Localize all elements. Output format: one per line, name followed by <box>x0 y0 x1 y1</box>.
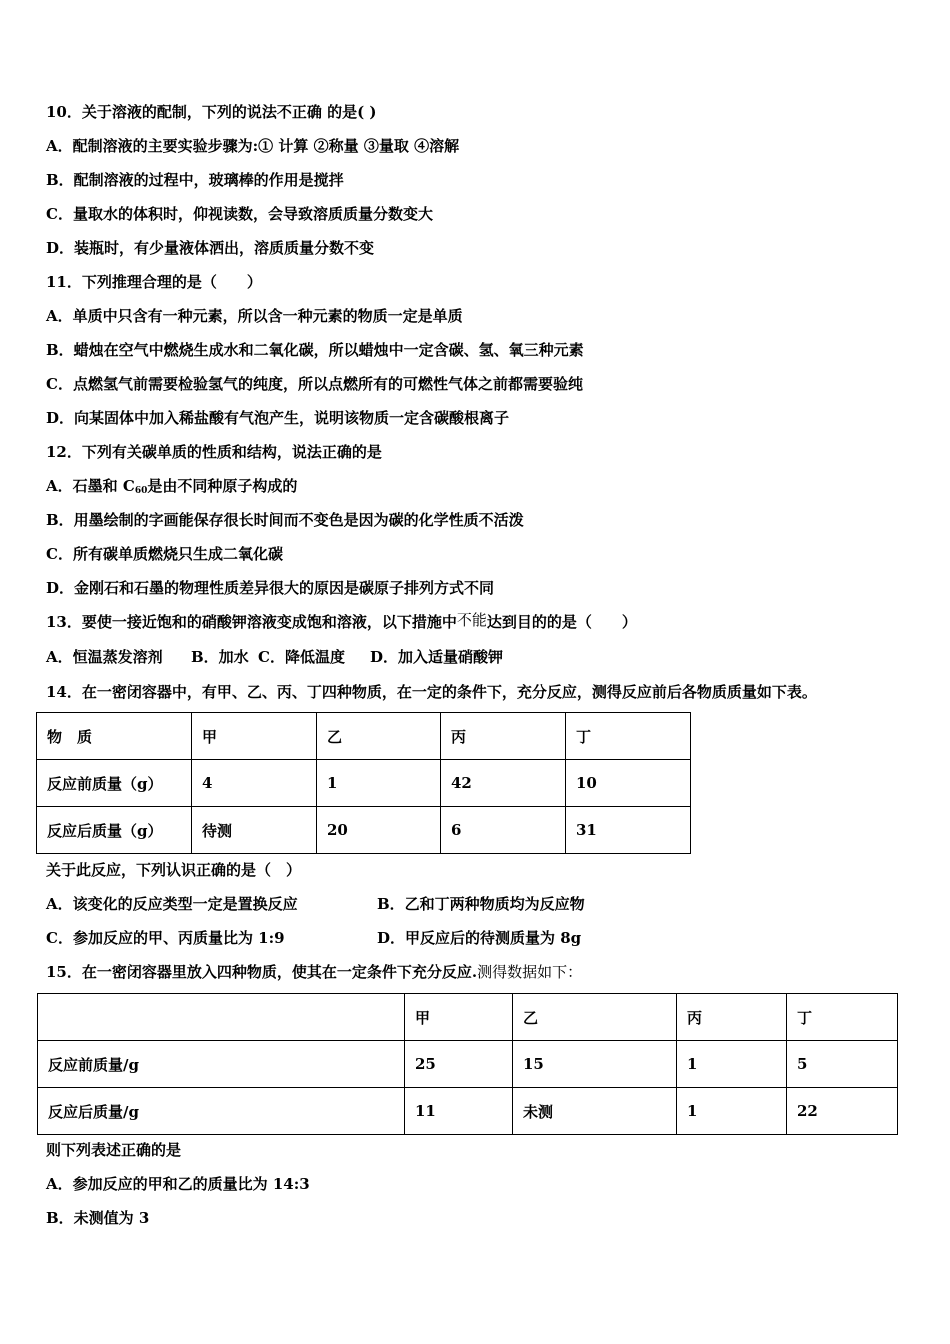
table-header-cell: 乙 <box>513 994 677 1041</box>
table-cell: 1 <box>677 1041 787 1088</box>
q11-stem: 11．下列推理合理的是（ ） <box>46 273 262 291</box>
q13-stem <box>46 612 637 632</box>
table-header-cell: 乙 <box>317 713 441 760</box>
q11-option-b: B．蜡烛在空气中燃烧生成水和二氧化碳，所以蜡烛中一定含碳、氢、氧三种元素 <box>46 341 584 359</box>
q11-option-a: A．单质中只含有一种元素，所以含一种元素的物质一定是单质 <box>46 307 463 325</box>
q15-stem <box>46 962 582 982</box>
q15-option-b: B．未测值为 3 <box>46 1209 150 1227</box>
table-header-cell <box>38 994 405 1041</box>
q13-option-a: A．恒温蒸发溶剂 <box>46 648 163 666</box>
q13-stem-post: 达到目的的是（ ） <box>486 613 637 631</box>
table-header-cell: 丙 <box>677 994 787 1041</box>
table-cell: 6 <box>441 807 566 854</box>
q14-options-row-2 <box>46 928 581 948</box>
table-header-cell: 甲 <box>405 994 513 1041</box>
table-row <box>37 807 691 854</box>
q13-stem-pre: 13．要使一接近饱和的硝酸钾溶液变成饱和溶液，以下措施中 <box>46 613 457 631</box>
table-row <box>38 1088 898 1135</box>
table-cell: 20 <box>317 807 441 854</box>
q15-option-a: A．参加反应的甲和乙的质量比为 14:3 <box>46 1175 310 1193</box>
q14-option-d: D．甲反应后的待测质量为 8g <box>377 929 582 947</box>
table-cell: 反应前质量/g <box>38 1041 405 1088</box>
q15-table <box>37 993 898 1135</box>
q14-prompt: 关于此反应，下列认识正确的是（ ） <box>46 861 302 879</box>
table-cell: 25 <box>405 1041 513 1088</box>
q13-options <box>46 647 503 667</box>
table-cell: 反应后质量（g） <box>37 807 192 854</box>
table-cell: 反应前质量（g） <box>37 760 192 807</box>
q10-option-a: A．配制溶液的主要实验步骤为:① 计算 ②称量 ③量取 ④溶解 <box>46 137 460 155</box>
table-cell: 31 <box>566 807 691 854</box>
q10-option-c: C．量取水的体积时，仰视读数，会导致溶质质量分数变大 <box>46 205 433 223</box>
table-cell: 5 <box>787 1041 898 1088</box>
q10-stem: 10．关于溶液的配制，下列的说法不正确 的是( ) <box>46 103 377 121</box>
table-cell: 42 <box>441 760 566 807</box>
table-cell: 1 <box>677 1088 787 1135</box>
table-row <box>37 760 691 807</box>
q12-option-b: B．用墨绘制的字画能保存很长时间而不变色是因为碳的化学性质不活泼 <box>46 511 524 529</box>
q14-option-c: C．参加反应的甲、丙质量比为 1:9 <box>46 929 285 947</box>
q12-option-a <box>46 476 297 496</box>
q15-prompt: 则下列表述正确的是 <box>46 1141 182 1159</box>
table-cell: 11 <box>405 1088 513 1135</box>
table-cell: 1 <box>317 760 441 807</box>
q15-stem-bold: 15．在一密闭容器里放入四种物质，使其在一定条件下充分反应. <box>46 963 478 981</box>
table-cell: 10 <box>566 760 691 807</box>
q13-option-d: D．加入适量硝酸钾 <box>370 648 504 666</box>
table-cell: 4 <box>192 760 317 807</box>
q12-option-a-post: 是由不同种原子构成的 <box>147 477 298 495</box>
q12-stem: 12．下列有关碳单质的性质和结构，说法正确的是 <box>46 443 382 461</box>
q13-stem-emphasis: 不能 <box>456 611 487 629</box>
q11-option-c: C．点燃氢气前需要检验氢气的纯度，所以点燃所有的可燃性气体之前都需要验纯 <box>46 375 583 393</box>
q12-option-a-subscript: 60 <box>134 486 148 496</box>
table-row <box>38 994 898 1041</box>
table-header-cell: 物 质 <box>37 713 192 760</box>
q12-option-c: C．所有碳单质燃烧只生成二氧化碳 <box>46 545 283 563</box>
table-cell: 未测 <box>513 1088 677 1135</box>
table-row <box>37 713 691 760</box>
q14-table <box>36 712 691 854</box>
q14-stem: 14．在一密闭容器中，有甲、乙、丙、丁四种物质，在一定的条件下，充分反应，测得反应前后各物质质量如下表。 <box>46 683 817 701</box>
table-row <box>38 1041 898 1088</box>
q10-option-d: D．装瓶时，有少量液体洒出，溶质质量分数不变 <box>46 239 375 257</box>
q13-option-c: C．降低温度 <box>258 648 345 666</box>
q15-stem-thin: 测得数据如下： <box>477 963 583 981</box>
q14-option-b: B．乙和丁两种物质均为反应物 <box>377 895 585 913</box>
table-cell: 待测 <box>192 807 317 854</box>
table-cell: 22 <box>787 1088 898 1135</box>
table-header-cell: 丁 <box>787 994 898 1041</box>
q14-option-a: A．该变化的反应类型一定是置换反应 <box>46 895 298 913</box>
table-header-cell: 丙 <box>441 713 566 760</box>
q10-option-b: B．配制溶液的过程中，玻璃棒的作用是搅拌 <box>46 171 344 189</box>
q11-option-d: D．向某固体中加入稀盐酸有气泡产生，说明该物质一定含碳酸根离子 <box>46 409 510 427</box>
q12-option-a-pre: A．石墨和 C <box>46 477 135 495</box>
q13-option-b: B．加水 <box>191 648 249 666</box>
table-cell: 反应后质量/g <box>38 1088 405 1135</box>
table-cell: 15 <box>513 1041 677 1088</box>
table-header-cell: 甲 <box>192 713 317 760</box>
q12-option-d: D．金刚石和石墨的物理性质差异很大的原因是碳原子排列方式不同 <box>46 579 495 597</box>
q14-options-row-1 <box>46 894 585 914</box>
table-header-cell: 丁 <box>566 713 691 760</box>
